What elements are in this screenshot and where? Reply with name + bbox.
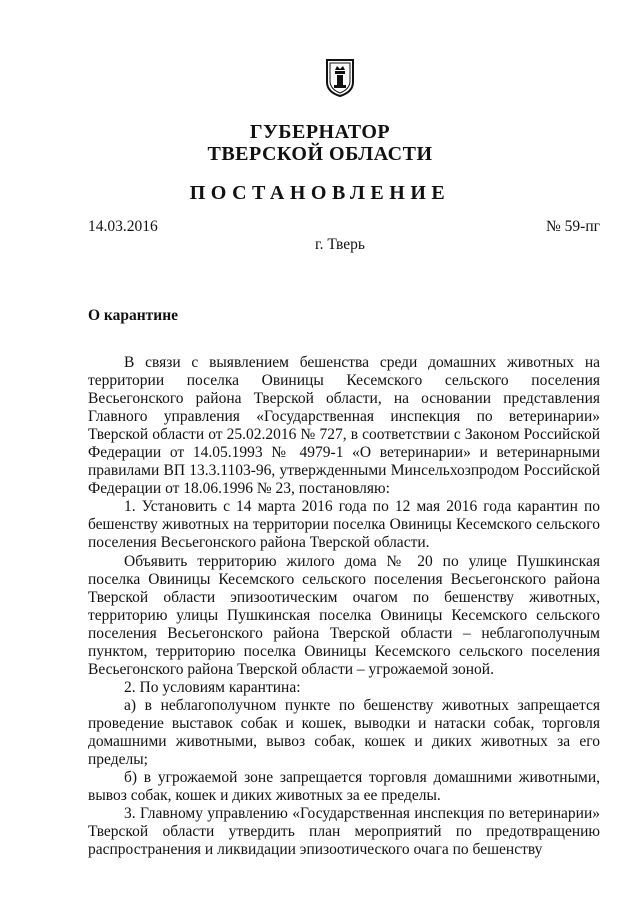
document-date: 14.03.2016 bbox=[88, 218, 158, 235]
paragraph-declare-zones: Объявить территорию жилого дома № 20 по улице Пушкинская поселка Овиницы Кесемского сельского поселения Весьегонского района Тверской области эпизоотическим очагом по бешенству животных, территорию улицы Пушкинская поселка Овиницы Кесемского сельского поселения Весьегонского района Тверской области – неблагополучным пунктом, территорию поселка Овиницы Кесемского сельского поселения Весьегонского района Тверской области – угрожаемой зоной. bbox=[88, 552, 600, 678]
authority-title-line2: ТВЕРСКОЙ ОБЛАСТИ bbox=[207, 143, 433, 165]
document-body bbox=[88, 354, 600, 859]
paragraph-item-1: 1. Установить с 14 марта 2016 года по 12 мая 2016 года карантин по бешенству животных на территории поселка Овиницы Кесемского сельского поселения Весьегонского района Тверской области. bbox=[88, 498, 600, 552]
document-city: г. Тверь bbox=[315, 236, 365, 253]
paragraph-item-2: 2. По условиям карантина: bbox=[124, 678, 301, 696]
paragraph-item-2b: б) в угрожаемой зоне запрещается торговля домашними животными, вывоз собак, кошек и диких животных за ее пределы. bbox=[88, 769, 600, 805]
document-subject: О карантине bbox=[88, 307, 179, 324]
paragraph-preamble: В связи с выявлением бешенства среди домашних животных на территории поселка Овиницы Кесемского сельского поселения Весьегонского района Тверской области, на основании представления Главного управления «Государственная инспекция по ветеринарии» Тверской области от 25.02.2016 № 727, в соответствии с Законом Российской Федерации от 14.05.1993 № 4979-1 «О ветеринарии» и ветеринарными правилами ВП 13.3.1103-96, утвержденными Минсельхозпродом Российской Федерации от 18.06.1996 № 23, постановляю: bbox=[88, 354, 600, 498]
coat-of-arms-icon bbox=[325, 58, 355, 98]
document-type-title: ПОСТАНОВЛЕНИЕ bbox=[189, 182, 451, 204]
paragraph-item-3: 3. Главному управлению «Государственная инспекция по ветеринарии» Тверской области утвердить план мероприятий по предотвращению распространения и ликвидации эпизоотического очага по бешенству bbox=[88, 805, 600, 859]
paragraph-item-2a: а) в неблагополучном пункте по бешенству животных запрещается проведение выставок собак и кошек, выводки и натаски собак, торговля домашними животными, вывоз собак, кошек и диких животных за его пределы; bbox=[88, 696, 600, 769]
document-number: № 59-пг bbox=[546, 218, 600, 235]
authority-title-line1: ГУБЕРНАТОР bbox=[249, 121, 391, 143]
